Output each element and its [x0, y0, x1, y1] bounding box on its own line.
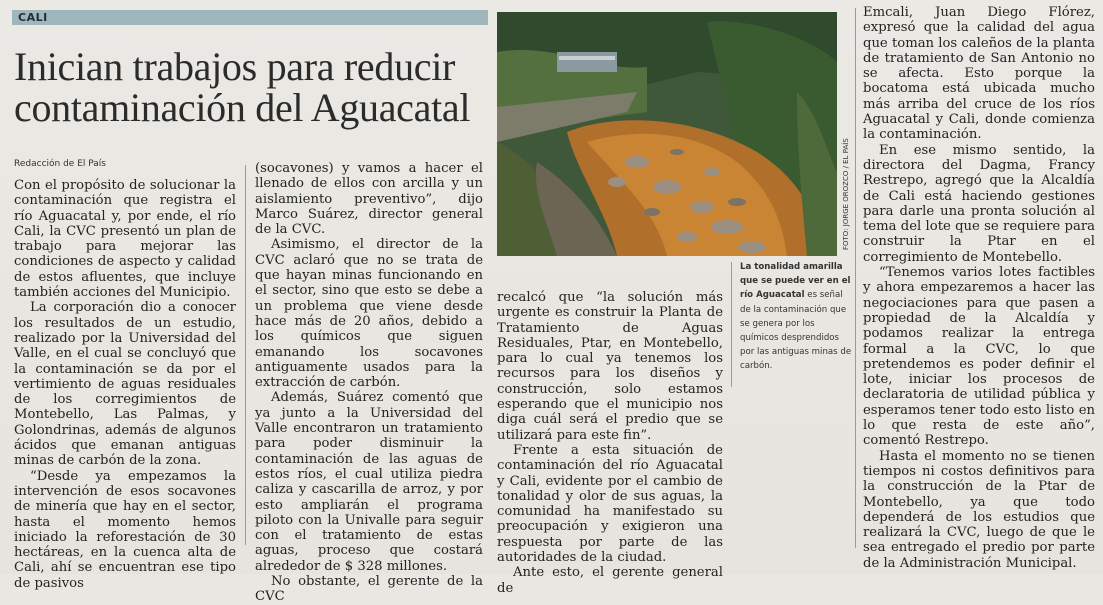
headline [14, 46, 494, 128]
caption-divider [731, 262, 732, 387]
headline-line-2: contaminación del Aguacatal [14, 85, 471, 130]
caption-bold: La tonalidad amarilla que se puede ver en el río Aguacatal [740, 262, 851, 301]
river-photo [497, 12, 837, 256]
paragraph: Ante esto, el gerente general de [497, 565, 723, 596]
paragraph: Frente a esta situación de contaminación del río Aguacatal y Cali, evidente por el cambio de tonalidad y olor de sus aguas, la comunidad ha manifestado su preocupación y exigieron una respuesta por parte de las autoridades de la ciudad. [497, 442, 723, 566]
paragraph: En ese mismo sentido, la directora del Dagma, Francy Restrepo, agregó que la Alcaldía de Cali está haciendo gestiones para darle una pronta solución al tema del lote que se requiere para construir la Ptar en el corregimiento de Montebello. [863, 142, 1095, 265]
column-3 [497, 290, 723, 596]
column-4 [863, 5, 1095, 571]
photo-credit: FOTO: JORGE OROZCO / EL PAÍS [842, 138, 850, 250]
column-divider [855, 8, 856, 548]
column-divider [245, 165, 246, 545]
paragraph: Con el propósito de solucionar la contaminación que registra el río Aguacatal y, por ende, el río Cali, la CVC presentó un plan de trabajo para mejorar las condiciones de aspecto y calidad de estos afluentes, que incluye también acciones del Municipio. [14, 178, 236, 301]
paragraph: Emcali, Juan Diego Flórez, expresó que la calidad del agua que toman los caleños de la planta de tratamiento de San Antonio no se afecta. Esto porque la bocatoma está ubicada mucho más arriba del cruce de los ríos Aguacatal y Cali, donde comienza la contaminación. [863, 5, 1095, 143]
headline-line-1: Inician trabajos para reducir [14, 44, 456, 89]
paragraph: Asimismo, el director de la CVC aclaró que no se trata de que hayan minas funcionando en el sector, sino que esto se debe a un problema que viene desde hace más de 20 años, debido a los químicos que siguen emanando los socavones antiguamente usados para la extracción de carbón. [255, 237, 483, 391]
section-tag: CALI [12, 10, 488, 25]
paragraph: No obstante, el gerente de la CVC [255, 574, 483, 605]
column-1 [14, 178, 236, 591]
paragraph: (socavones) y vamos a hacer el llenado de ellos con arcilla y un aislamiento preventivo”, dijo Marco Suárez, director general de la CVC. [255, 161, 483, 238]
paragraph: “Desde ya empezamos la intervención de esos socavones de minería que hay en el sector, hasta el momento hemos iniciado la reforestación de 30 hectáreas, en la cuenca alta de Cali, ahí se encuentran ese tipo de pasivos [14, 468, 236, 591]
caption-text: es señal de la contaminación que se genera por los químicos desprendidos por las antiguas minas de carbón. [740, 290, 852, 372]
paragraph: “Tenemos varios lotes factibles y ahora empezaremos a hacer las negociaciones para que pasen a propiedad de la Alcaldía y podamos realizar la entrega formal a la CVC, lo que pretendemos es poder definir el lote, iniciar los procesos de declaratoria de utilidad pública y esperamos tener todo esto listo en lo que resta de este año”, comentó Restrepo. [863, 265, 1095, 449]
paragraph: Además, Suárez comentó que ya junto a la Universidad del Valle encontraron un tratamiento para poder disminuir la contaminación de las aguas de estos ríos, el cual utiliza piedra caliza y cascarilla de arroz, y por esto ampliarán el programa piloto con la Univalle para seguir con el tratamiento de estas aguas, proceso que costará alrededor de $ 328 millones. [255, 390, 483, 574]
column-2 [255, 161, 483, 605]
paragraph: Hasta el momento no se tienen tiempos ni costos definitivos para la construcción de la Ptar de Montebello, ya que todo dependerá de los estudios que realizará la CVC, luego de que le sea entregado el predio por parte de la Administración Municipal. [863, 448, 1095, 571]
paragraph: La corporación dio a conocer los resultados de un estudio, realizado por la Universidad del Valle, en el cual se concluyó que la contaminación se da por el vertimiento de aguas residuales de los corregimientos de Montebello, Las Palmas, y Golondrinas, además de algunos ácidos que emanan antiguas minas de carbón de la zona. [14, 300, 236, 469]
photo-caption [740, 260, 852, 374]
paragraph: recalcó que “la solución más urgente es construir la Planta de Tratamiento de Aguas Residuales, Ptar, en Montebello, para lo cual ya tenemos los recursos para los diseños y construcción, solo estamos esperando que el municipio nos diga cuál será el predio que se utilizará para este fin”. [497, 290, 723, 443]
byline: Redacción de El País [14, 159, 106, 169]
